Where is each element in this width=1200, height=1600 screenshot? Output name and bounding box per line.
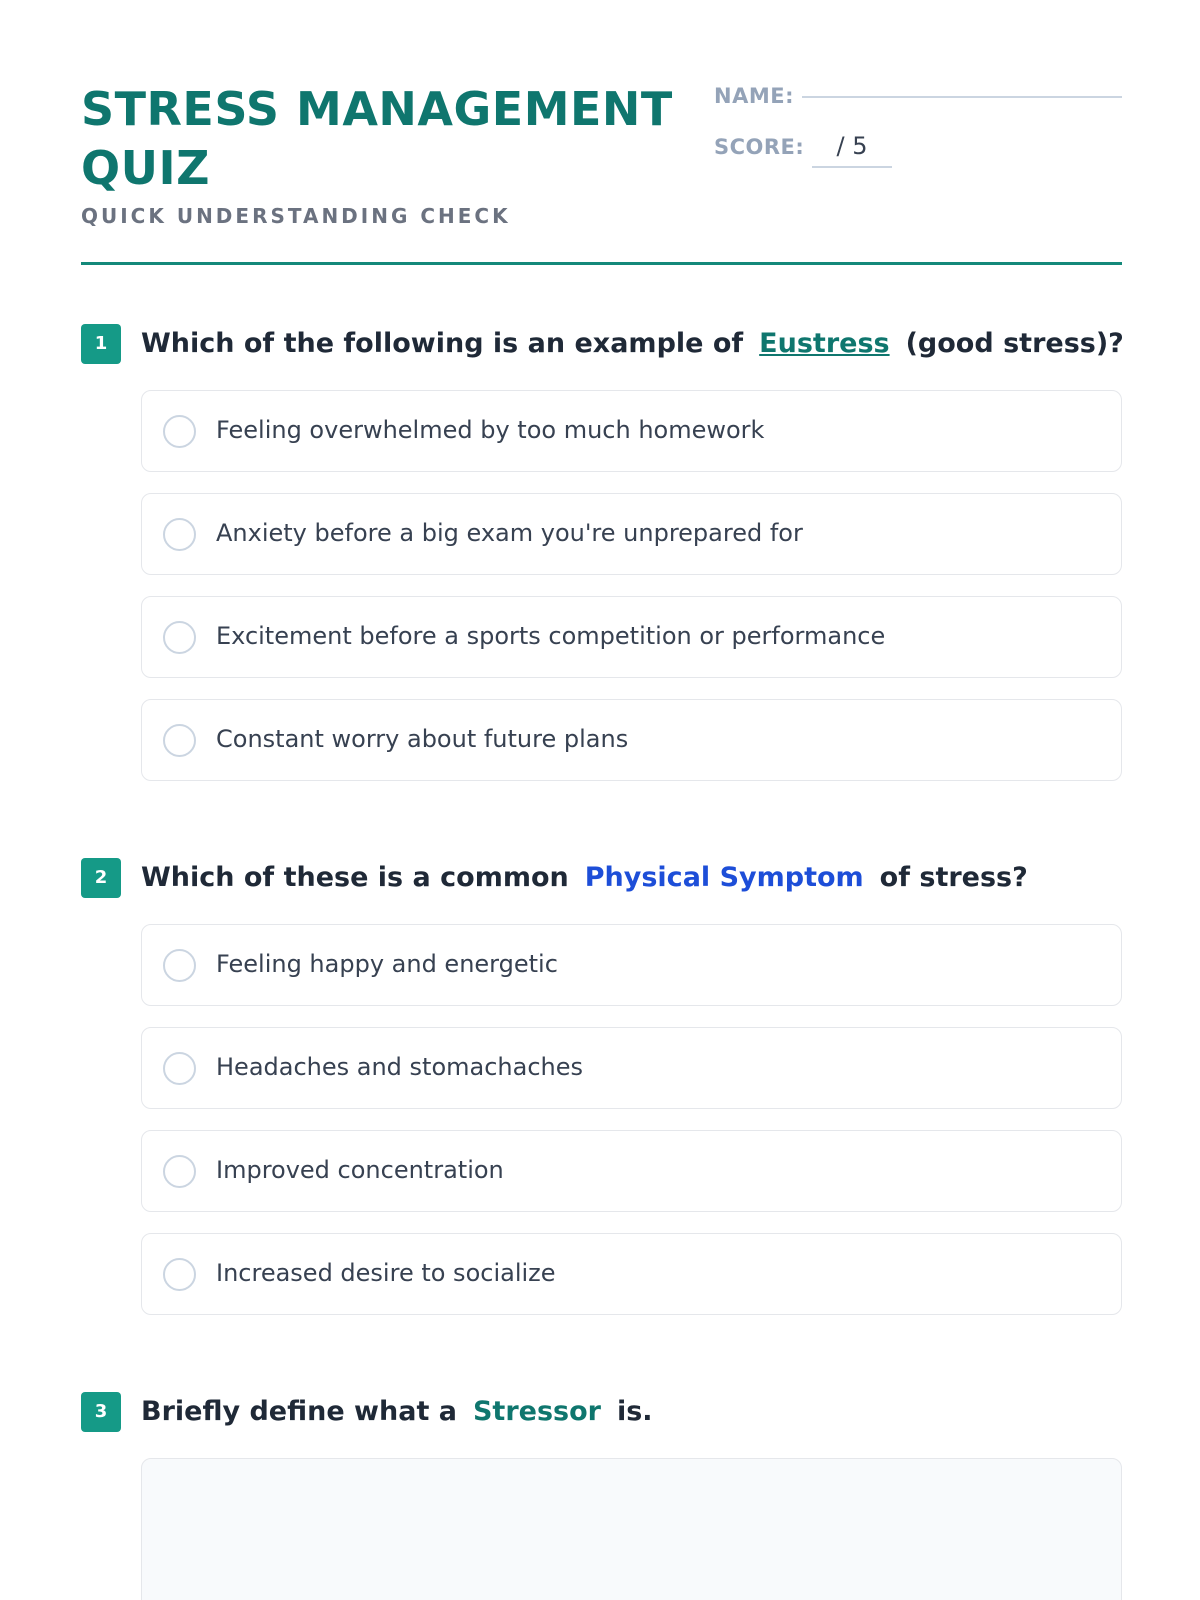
option-label: Headaches and stomachaches: [216, 1053, 584, 1081]
page-title: STRESS MANAGEMENT QUIZ: [81, 82, 673, 195]
quiz-page: [81, 0, 1122, 1600]
question-text: [141, 858, 1028, 898]
quiz-header: [81, 80, 1122, 265]
question-number-badge: 2: [81, 858, 121, 898]
option-label: Feeling happy and energetic: [216, 950, 558, 978]
question-text: [141, 1392, 653, 1432]
radio-button[interactable]: [163, 949, 196, 982]
question-suffix: is.: [616, 1396, 653, 1427]
question-keyword: Stressor: [472, 1396, 601, 1427]
option-label: Feeling overwhelmed by too much homework: [216, 416, 765, 444]
radio-button[interactable]: [163, 724, 196, 757]
answer-option[interactable]: [141, 1130, 1122, 1212]
answer-option[interactable]: [141, 493, 1122, 575]
question-prefix: Briefly define what a: [141, 1396, 457, 1427]
question-keyword: Physical Symptom: [584, 862, 864, 893]
radio-button[interactable]: [163, 621, 196, 654]
radio-button[interactable]: [163, 1258, 196, 1291]
question-text: [141, 324, 1124, 364]
question-keyword: Eustress: [759, 328, 890, 359]
question-suffix: (good stress)?: [905, 328, 1124, 359]
short-answer-textarea[interactable]: [141, 1458, 1122, 1600]
answer-option[interactable]: [141, 924, 1122, 1006]
radio-button[interactable]: [163, 1155, 196, 1188]
answer-options: [141, 390, 1122, 802]
score-label: SCORE:: [714, 135, 805, 159]
name-field[interactable]: [802, 96, 1122, 98]
option-label: Anxiety before a big exam you're unprepared for: [216, 519, 803, 547]
answer-option[interactable]: [141, 596, 1122, 678]
question-number-badge: 1: [81, 324, 121, 364]
option-label: Improved concentration: [216, 1156, 504, 1184]
option-label: Constant worry about future plans: [216, 725, 629, 753]
page-subtitle: QUICK UNDERSTANDING CHECK: [81, 204, 511, 228]
name-label: NAME:: [714, 84, 794, 108]
option-label: Increased desire to socialize: [216, 1259, 556, 1287]
answer-option[interactable]: [141, 699, 1122, 781]
question-number-badge: 3: [81, 1392, 121, 1432]
option-label: Excitement before a sports competition or performance: [216, 622, 886, 650]
answer-option[interactable]: [141, 1233, 1122, 1315]
question-suffix: of stress?: [879, 862, 1028, 893]
answer-option[interactable]: [141, 1027, 1122, 1109]
radio-button[interactable]: [163, 518, 196, 551]
answer-options: [141, 924, 1122, 1336]
question-prefix: Which of the following is an example of: [141, 328, 744, 359]
radio-button[interactable]: [163, 415, 196, 448]
question-prefix: Which of these is a common: [141, 862, 569, 893]
score-field[interactable]: / 5: [812, 126, 892, 168]
radio-button[interactable]: [163, 1052, 196, 1085]
answer-option[interactable]: [141, 390, 1122, 472]
